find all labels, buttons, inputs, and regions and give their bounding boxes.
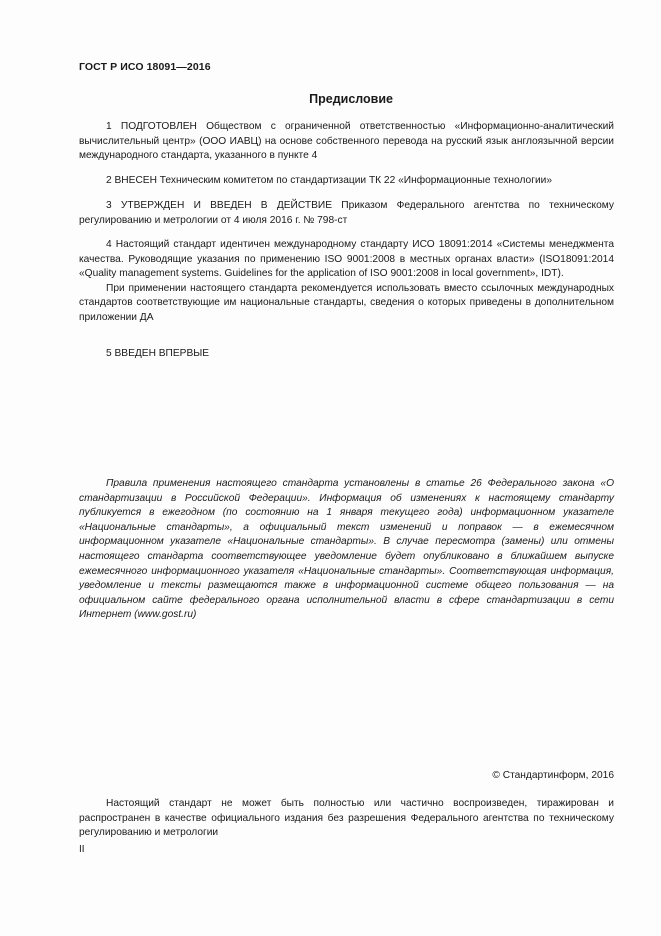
page-title [79,92,614,106]
item-1-text: 1 ПОДГОТОВЛЕН Обществом с ограниченной ответственностью «Информационно-аналитический вычислительный центр» (ООО ИАВЦ) на основе собственного перевода на русский язык англоязычной версии международного стандарта, указанного в пункте 4 [79,121,614,162]
notice-text: Правила применения настоящего стандарта установлены в статье 26 Федерального закона «О стандартизации в Российской Федерации». Информация об изменениях к настоящему стандарту публикуется в ежегодном (по состоянию на 1 января текущего года) информационном указателе «Национальные стандарты», а официальный текст изменений и поправок — в ежемесячном информационном указателе «Национальные стандарты». В случае пересмотра (замены) или отмены настоящего стандарта соответствующее уведомление будет опубликовано в ближайшем выпуске ежемесячного информационного указателя «Национальные стандарты». Соответствующая информация, уведомление и тексты размещаются также в информационной системе общего пользования — на официальном сайте федерального органа исполнительной власти в сфере стандартизации в сети Интернет (www.gost.ru) [79,478,614,621]
reproduction-notice [79,797,614,841]
item-2-text: 2 ВНЕСЕН Техническим комитетом по стандартизации ТК 22 «Информационные технологии» [106,175,552,186]
page-number: II [79,844,85,855]
title-text: Предисловие [309,92,393,106]
reproduction-text: Настоящий стандарт не может быть полностью или частично воспроизведен, тиражирован и распространен в качестве официального издания без разрешения Федерального агентства по техническому регулированию и метрологии [79,798,614,839]
application-rules-notice [79,477,614,623]
item-1 [79,120,614,164]
standard-header: ГОСТ Р ИСО 18091—2016 [79,61,211,73]
item-4-text: 4 Настоящий стандарт идентичен международному стандарту ИСО 18091:2014 «Системы менеджмента качества. Руководящие указания по применению ISO 9001:2008 в местных органах власти» (ISO18091:2014 «Quality management systems. Guidelines for the application of ISO 9001:2008 in local government», IDT). [79,239,614,280]
item-4-note: При применении настоящего стандарта рекомендуется использовать вместо ссылочных международных стандартов соответствующие им национальные стандарты, сведения о которых приведены в дополнительном приложении ДА [79,282,614,323]
item-5-text: 5 ВВЕДЕН ВПЕРВЫЕ [106,348,210,359]
item-3-text: 3 УТВЕРЖДЕН И ВВЕДЕН В ДЕЙСТВИЕ Приказом Федерального агентства по техническому регулированию и метрологии от 4 июля 2016 г. № 798-ст [79,200,614,226]
item-4 [79,238,614,326]
item-3 [79,199,614,228]
copyright: © Стандартинформ, 2016 [492,770,614,781]
item-2 [79,174,614,189]
item-5 [79,347,614,362]
